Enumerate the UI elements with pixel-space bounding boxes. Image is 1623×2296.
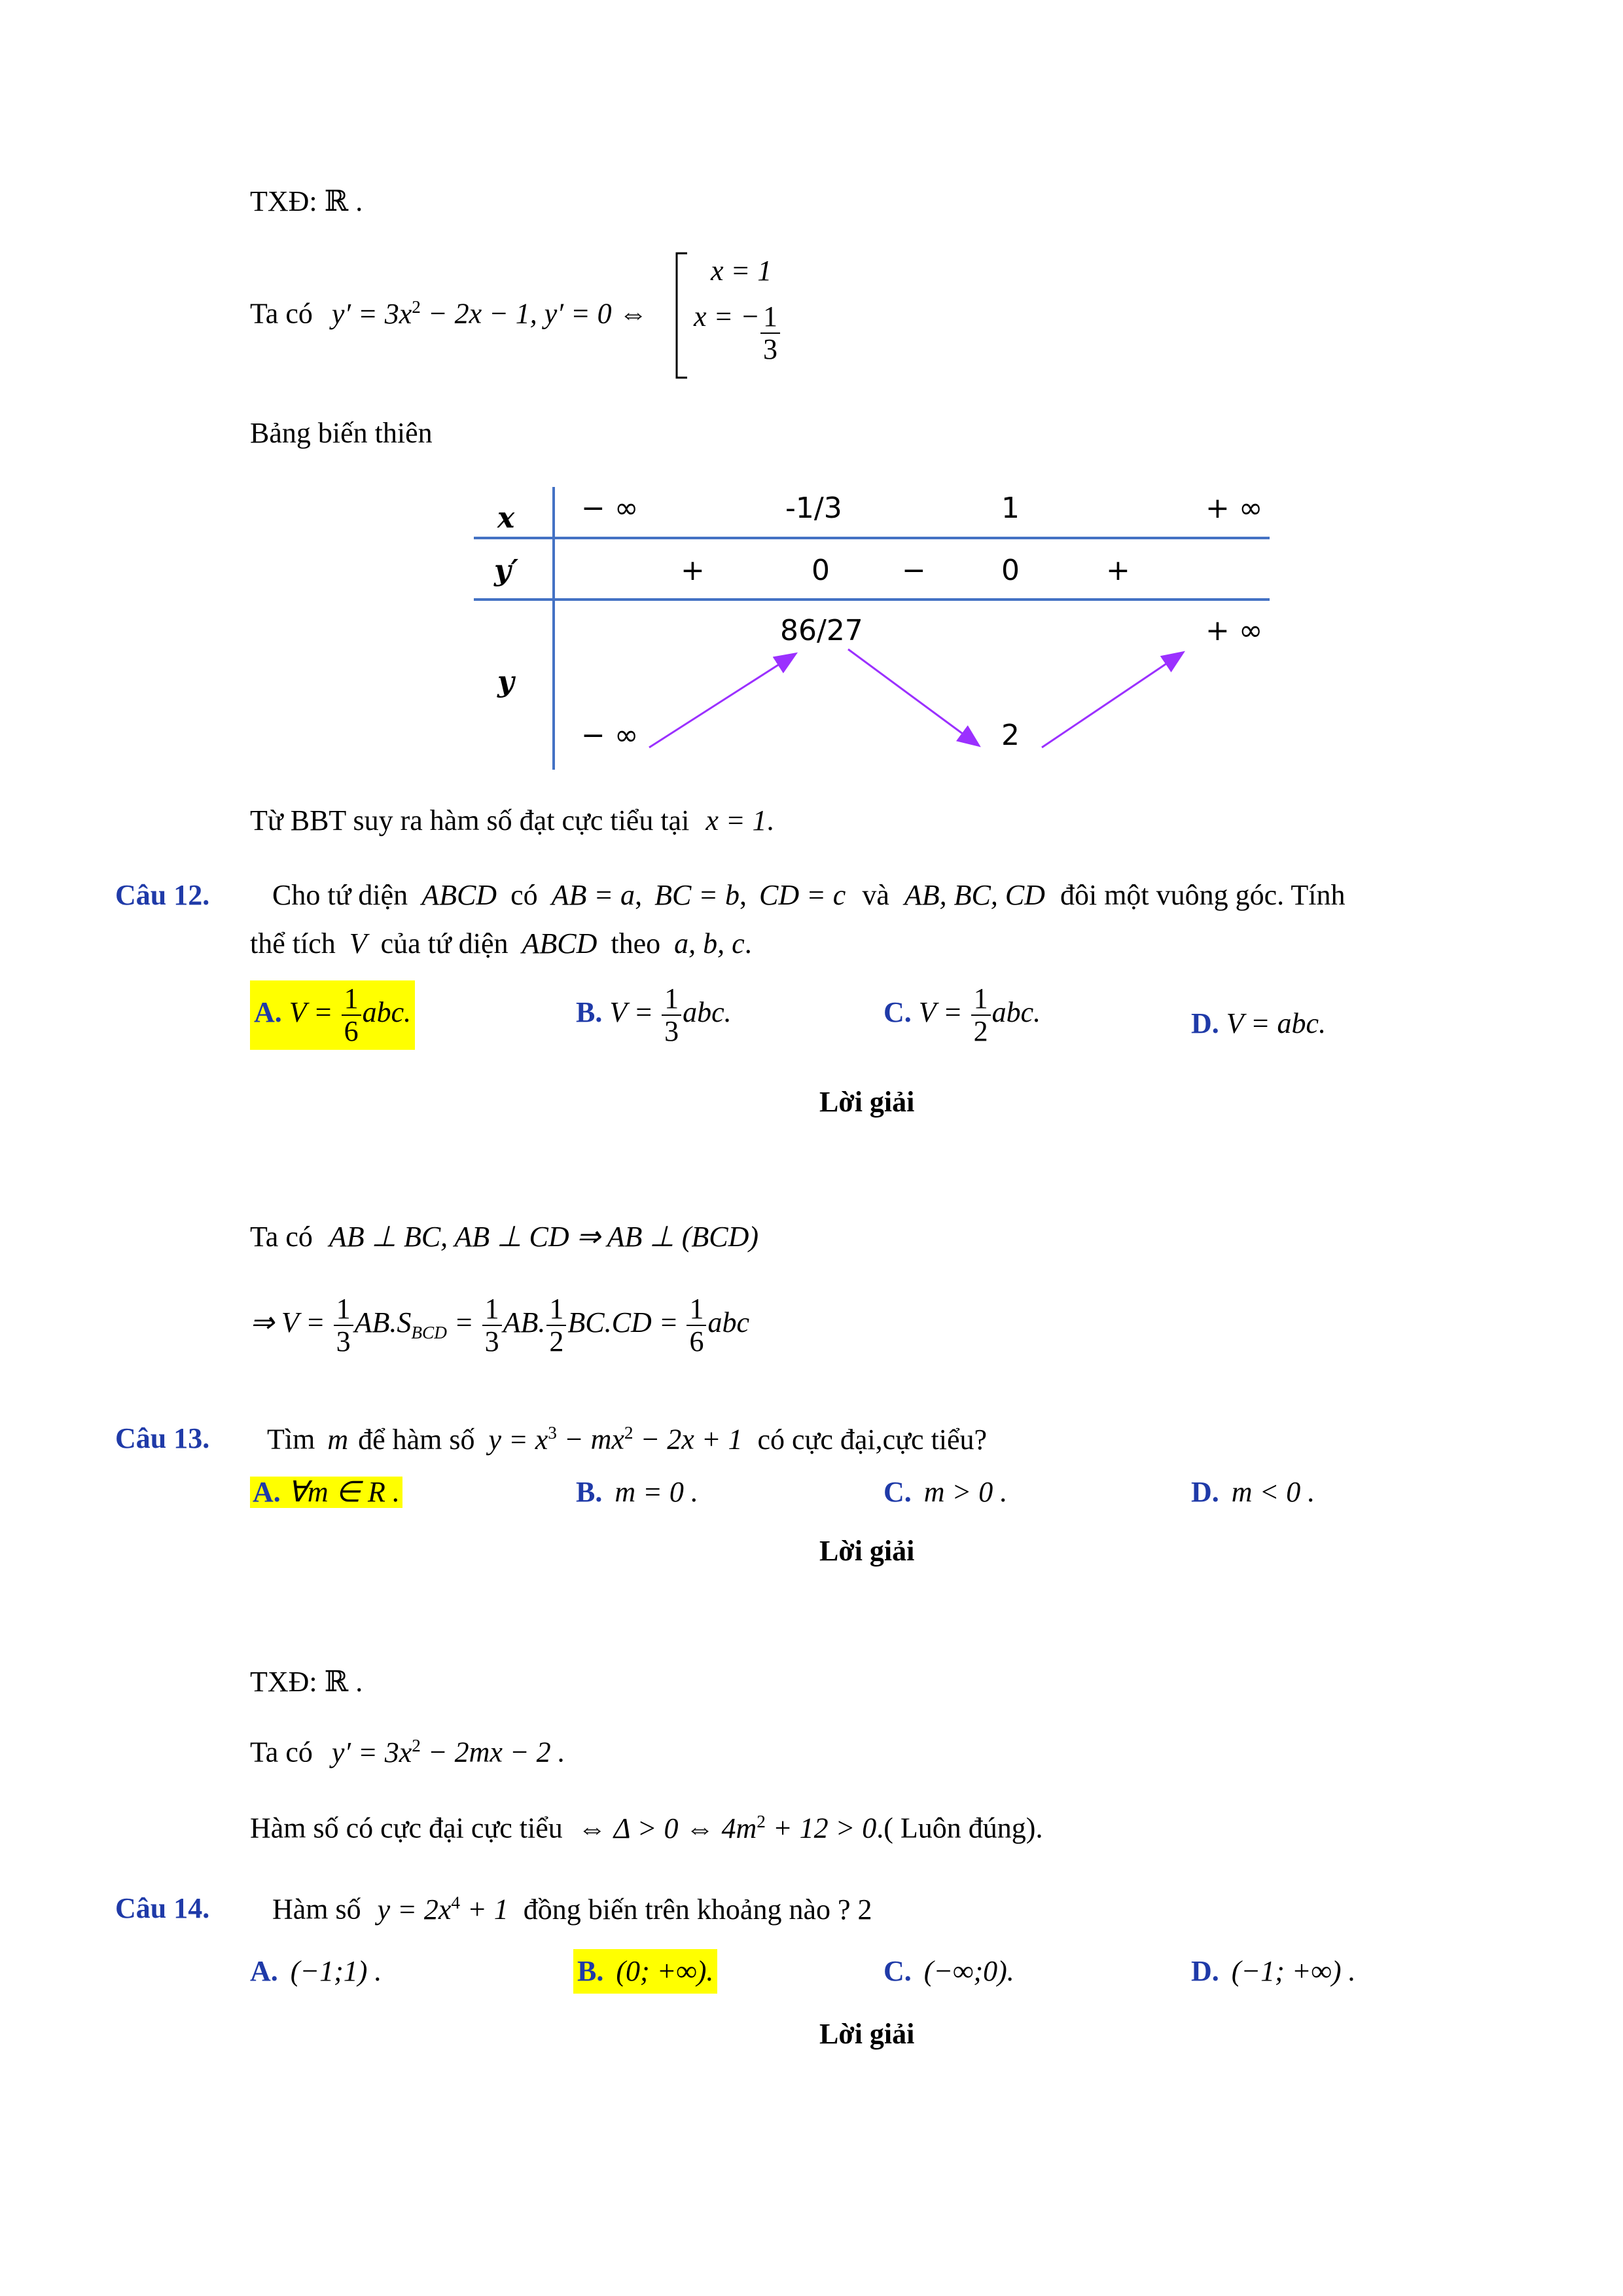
txd-line-1 [250,187,363,216]
q13-text-2: để hàm số [358,1423,475,1456]
q12-abcd: ABCD [421,879,497,911]
q12-line2-c: theo [611,927,661,960]
q12-sol2-e: BC.CD = [567,1306,679,1339]
q14-label: Câu 14. [115,1892,210,1924]
q12-line-1: Cho tứ diện ABCD có AB = a, BC = b, CD = c và AB, BC, CD đôi một vuông góc. Tính [272,879,1346,911]
q12-sol1-expr: AB ⊥ BC, AB ⊥ CD ⇒ AB ⊥ (BCD) [329,1221,759,1253]
table-yp-val-1: + [681,554,705,587]
q12-option-c-den: 2 [973,1015,988,1047]
q12-text-1: Cho tứ diện [272,879,408,911]
q13-deriv-prefix: Ta có [250,1736,313,1768]
q14-line-1 [272,1894,872,1924]
conclusion-text: Từ BBT suy ra hàm số đạt cực tiểu tại [250,804,690,836]
q13-option-c-label: C. [883,1476,912,1508]
q12-line-2 [250,929,752,958]
q13-option-a[interactable] [250,1477,402,1508]
q13-deriv-exp: 2 [412,1736,421,1755]
derivative-expr-b: − 2x − 1, y′ = 0 ⇔ [420,297,648,330]
q12-option-b-den: 3 [664,1015,679,1047]
q14-text-2: đồng biến trên khoảng nào ? 2 [523,1893,872,1926]
q12-line2-abcd: ABCD [522,927,597,960]
q13-line-1 [267,1424,987,1454]
table-yp-val-5: + [1106,554,1130,587]
q12-option-c-num: 1 [971,984,991,1016]
table-row-y-label: y [497,665,514,698]
q12-sol2-sub: BCD [411,1322,447,1342]
q13-label: Câu 13. [115,1422,210,1454]
q12-line2-dot: . [744,927,752,960]
q13-cond-tail: .( Luôn đúng). [876,1812,1043,1844]
arrow-up-left [649,655,794,747]
derivative-prefix: Ta có [250,297,313,330]
q14-expr-b: + 1 [460,1893,508,1926]
q12-sol2-f2-den: 3 [484,1325,499,1357]
q13-option-b-label: B. [576,1476,603,1508]
txd-label: TXĐ: [250,185,317,217]
table-y-min: 2 [1001,719,1020,752]
q12-cd: CD = c [758,879,846,911]
q13-txd-value: ℝ . [324,1666,363,1698]
q12-option-c-lhs: V = [918,996,963,1029]
q12-option-b-lhs: V = [609,996,654,1029]
q12-option-b-rhs: abc. [683,996,732,1029]
q12-line2-a: thể tích [250,927,336,960]
q13-cond-a: ⇔ Δ > 0 ⇔ 4m [577,1812,757,1844]
q12-option-d-text: V = abc. [1226,1007,1327,1039]
q13-expr-b: − mx [556,1423,624,1456]
q13-option-c[interactable] [883,1478,1007,1507]
q12-option-a-rhs: abc. [362,996,412,1029]
q13-solution-heading: Lời giải [819,1535,915,1567]
q14-option-c[interactable] [883,1957,1014,1986]
q12-sol2-f2-num: 1 [482,1295,502,1326]
q14-option-b-label: B. [577,1955,604,1987]
q12-sol2-f4-den: 6 [689,1325,704,1357]
q14-option-b-text: (0; +∞). [616,1955,714,1987]
q12-sol2-f3-num: 1 [546,1295,566,1326]
q13-cond-prefix: Hàm số có cực đại cực tiểu [250,1812,563,1844]
table-x-val-1: − ∞ [581,492,639,525]
q12-option-c-label: C. [883,996,912,1029]
q12-line2-v: V [349,927,367,960]
derivative-line-1 [250,298,648,329]
q12-text-2: có [510,879,538,911]
q12-option-a-num: 1 [342,984,361,1016]
arrow-up-right [1042,653,1182,747]
q13-option-c-text: m > 0 . [923,1476,1008,1508]
q14-option-b[interactable] [573,1949,717,1994]
q14-option-a[interactable] [250,1957,382,1986]
q13-option-d[interactable] [1191,1478,1315,1507]
q12-bc: BC = b [654,879,740,911]
table-row-yprime-label: y′ [494,554,519,587]
q14-option-a-text: (−1;1) . [290,1955,382,1987]
q13-txd-line [250,1668,363,1696]
q14-option-c-label: C. [883,1955,912,1987]
root-2 [694,302,760,331]
bbt-conclusion [250,806,774,835]
q14-option-d-text: (−1; +∞) . [1231,1955,1356,1987]
q12-option-c-rhs: abc. [991,996,1041,1029]
table-x-val-3: 1 [1001,492,1020,525]
q12-option-c[interactable] [883,984,1041,1046]
q13-text-1: Tìm [267,1423,315,1456]
root-2-num: 1 [760,302,780,334]
q12-ab: AB = a [551,879,635,911]
q12-sol1-prefix: Ta có [250,1221,313,1253]
q12-sol2-f1-den: 3 [336,1325,351,1357]
root-2-lhs: x = − [694,300,760,332]
q13-expr-c: − 2x + 1 [633,1423,743,1456]
q13-exp3: 3 [548,1423,557,1443]
q13-text-3: có cực đại,cực tiểu? [757,1423,988,1456]
q12-solution-line-2 [250,1295,749,1356]
derivative-expr-a: y′ = 3x [331,297,412,330]
q13-option-b-text: m = 0 . [615,1476,698,1508]
q12-sol2-f: abc [707,1306,749,1339]
table-y-left: − ∞ [581,719,639,752]
q12-text-4: đôi một vuông góc. Tính [1060,879,1346,911]
q13-option-d-text: m < 0 . [1231,1476,1315,1508]
q13-cond-exp: 2 [757,1812,766,1831]
table-yp-val-4: 0 [1001,554,1020,587]
q12-option-d[interactable] [1191,1009,1326,1038]
q12-text-3: và [862,879,889,911]
q13-deriv-b: − 2mx − 2 . [420,1736,565,1768]
table-y-max: 86/27 [780,614,863,647]
q12-list: AB, BC, CD [904,879,1045,911]
q12-option-a-label: A. [254,996,282,1029]
roots-bracket [674,252,690,380]
q13-exp2: 2 [624,1423,633,1443]
q12-solution-line-1 [250,1223,758,1251]
q13-option-b[interactable] [576,1478,698,1507]
q13-condition-line [250,1813,1043,1843]
q14-solution-heading: Lời giải [819,2018,915,2050]
q14-option-a-label: A. [250,1955,278,1987]
root-2-fraction [759,302,781,364]
q12-line2-b: của tứ diện [380,927,508,960]
q12-option-a[interactable] [250,980,415,1050]
bbt-title: Bảng biến thiên [250,417,433,449]
q13-cond-b: + 12 > 0 [765,1812,877,1844]
conclusion-dot: . [766,804,774,836]
txd-value: ℝ . [324,185,363,217]
q13-option-a-label: A. [253,1476,281,1508]
table-yp-val-3: − [902,554,926,587]
q12-option-d-label: D. [1191,1007,1219,1039]
q12-sol2-f4-num: 1 [687,1295,706,1326]
q12-option-b-num: 1 [662,984,681,1016]
root-2-den: 3 [763,333,777,365]
q14-option-d-label: D. [1191,1955,1219,1987]
q13-txd-label: TXĐ: [250,1666,317,1698]
q13-expr-a: y = x [488,1423,548,1456]
table-row-x-label: x [497,501,515,535]
arrow-down [848,649,978,745]
q12-option-a-den: 6 [344,1015,359,1047]
table-x-val-2: -1/3 [785,492,842,525]
q12-line2-vars: a, b, c [674,927,745,960]
table-x-val-4: + ∞ [1205,492,1263,525]
q14-option-c-text: (−∞;0). [923,1955,1014,1987]
q13-option-a-text: ∀m ∈ R . [287,1476,400,1508]
q13-derivative-line [250,1737,565,1767]
conclusion-expr: x = 1 [705,804,767,836]
q12-sol2-b: AB.S [354,1306,412,1339]
q12-sol2-c: = [454,1306,474,1339]
q12-option-b[interactable] [576,984,732,1046]
q12-sol2-f3-den: 2 [549,1325,564,1357]
q12-sol2-a: ⇒ V = [250,1306,325,1339]
q12-sol2-d: AB. [503,1306,546,1339]
q13-deriv-a: y′ = 3x [331,1736,412,1768]
q12-solution-heading: Lời giải [819,1086,915,1118]
q12-sol2-f1-num: 1 [334,1295,353,1326]
q14-expr-a: y = 2x [377,1893,452,1926]
table-yp-val-2: 0 [812,554,830,587]
q12-label: Câu 12. [115,879,210,911]
q13-option-d-label: D. [1191,1476,1219,1508]
table-y-right: + ∞ [1205,614,1263,647]
q14-text-1: Hàm số [272,1893,361,1926]
derivative-exp: 2 [412,297,421,317]
q12-option-a-lhs: V = [289,996,333,1029]
q13-m: m [327,1423,349,1456]
q12-option-b-label: B. [576,996,603,1029]
q14-option-d[interactable] [1191,1957,1356,1986]
q14-exp4: 4 [451,1893,461,1912]
root-1: x = 1 [711,255,772,287]
